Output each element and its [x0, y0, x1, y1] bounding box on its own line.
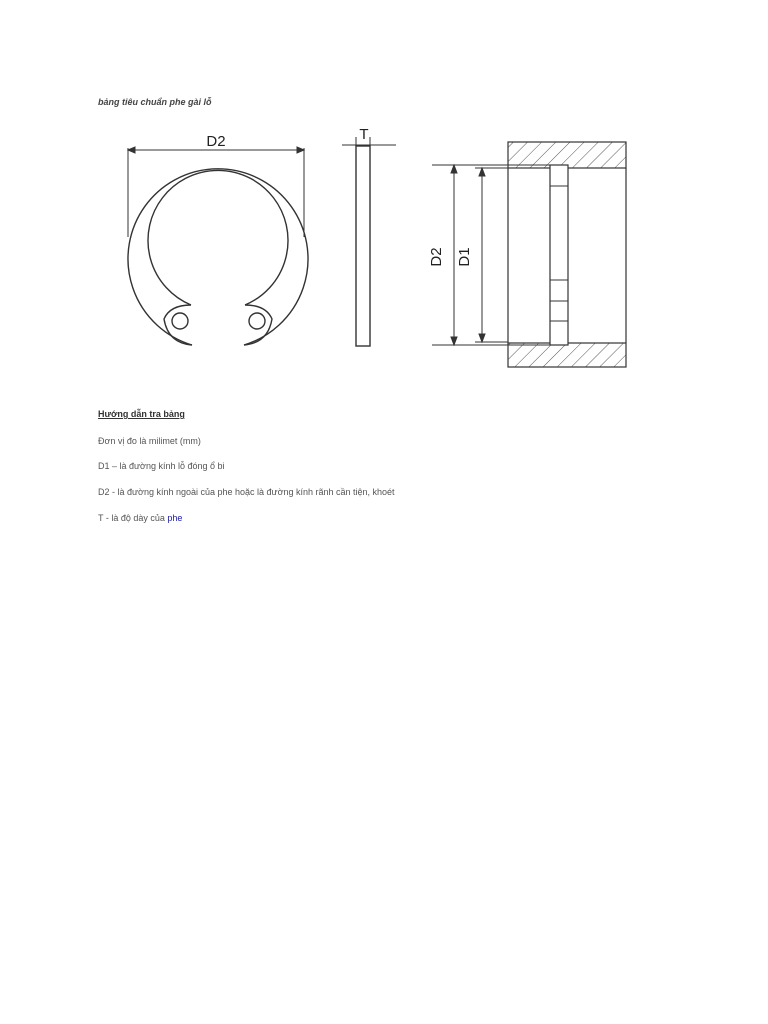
t-definition-text: T - là độ dày của [98, 513, 168, 523]
unit-line: Đơn vị đo là milimet (mm) [98, 436, 201, 446]
circlip-side-view [356, 146, 370, 346]
d2-section-label: D2 [428, 247, 445, 267]
d2-ring-label: D2 [206, 133, 226, 150]
circlip-diagram [120, 125, 640, 375]
t-dimension [342, 137, 396, 146]
d2-d1-section-dimensions [432, 165, 550, 345]
t-label: T [359, 126, 369, 143]
d2-definition-line: D2 - là đường kính ngoài của phe hoặc là đường kính rãnh cần tiện, khoét [98, 487, 395, 497]
document-title: bảng tiêu chuẩn phe gài lỗ [98, 97, 212, 107]
housing-section-view [508, 142, 626, 367]
t-definition-line [98, 513, 182, 523]
circlip-front-view [128, 169, 308, 345]
d1-section-label: D1 [456, 247, 473, 267]
d1-definition-line: D1 – là đường kính lỗ đóng ổ bi [98, 461, 225, 471]
guide-heading: Hướng dẫn tra bảng [98, 409, 185, 419]
phe-link[interactable]: phe [167, 513, 183, 523]
